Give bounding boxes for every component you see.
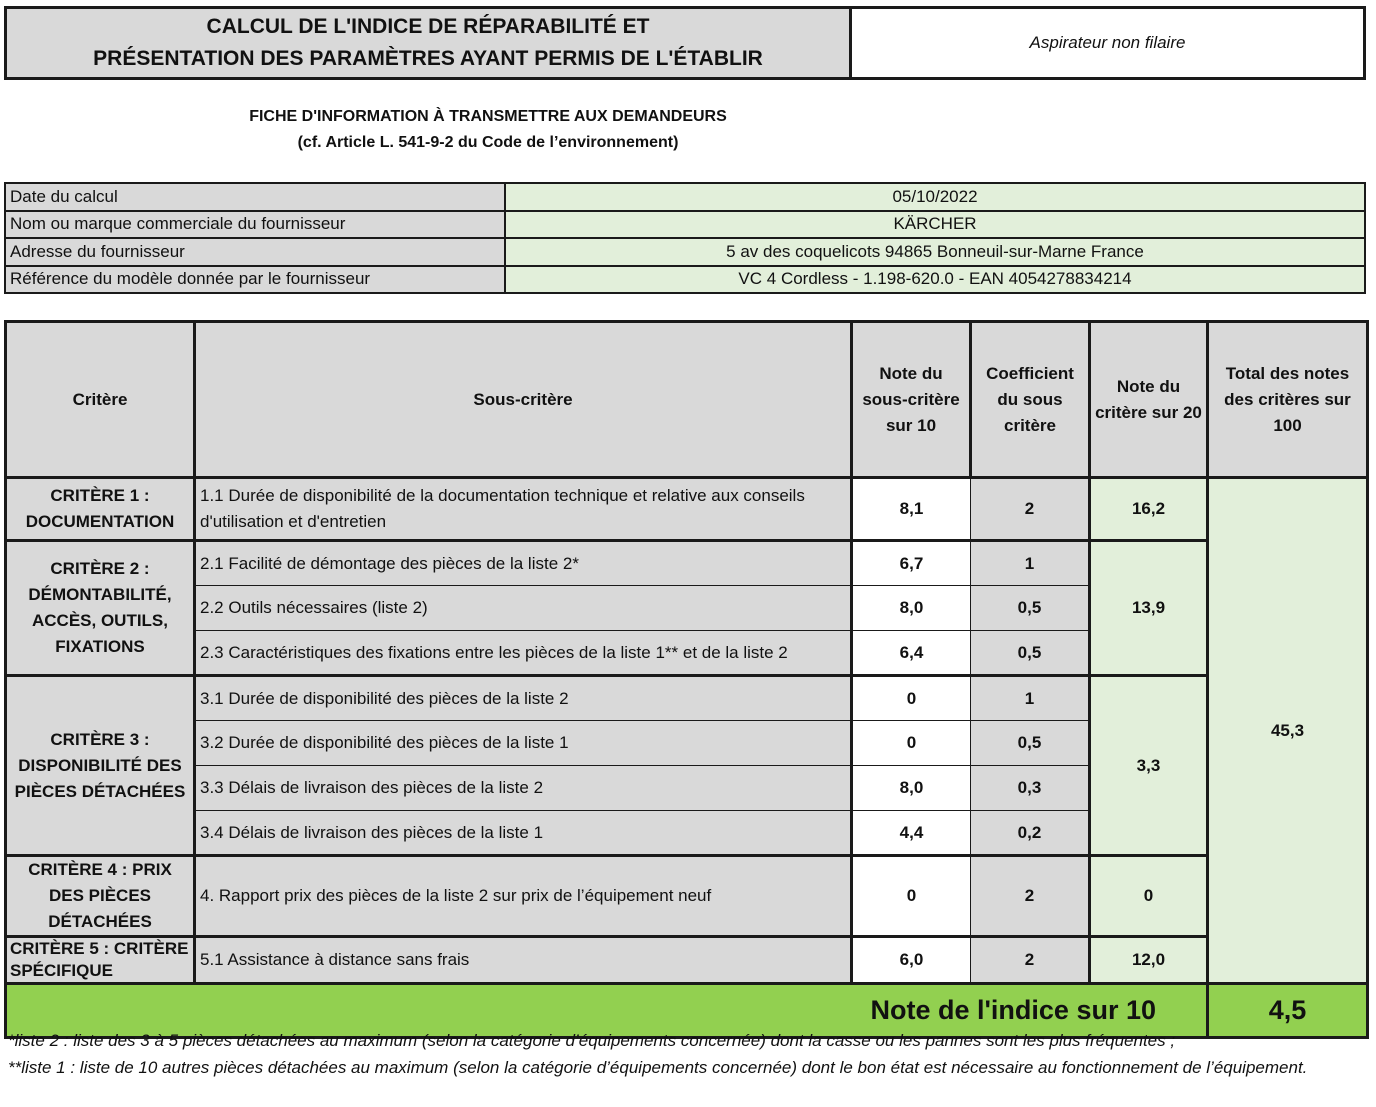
sub-criterion-coef: 2 [971, 478, 1090, 541]
footnote-liste-1: **liste 1 : liste de 10 autres pièces détachées au maximum (selon la catégorie d’équipements concernée) dont le bon état est nécessaire au fonctionnement de l’équipement. [8, 1058, 1308, 1077]
table-row [6, 541, 1368, 586]
info-row [5, 211, 1365, 239]
sub-criterion-label: 3.4 Délais de livraison des pièces de la liste 1 [195, 811, 852, 856]
info-row [5, 238, 1365, 266]
info-label: Adresse du fournisseur [5, 238, 505, 266]
sub-criterion-coef: 1 [971, 676, 1090, 721]
sub-criterion-coef: 0,2 [971, 811, 1090, 856]
sub-criterion-coef: 0,3 [971, 766, 1090, 811]
info-value: KÄRCHER [505, 211, 1365, 239]
table-row [6, 478, 1368, 541]
criterion-5-score: 12,0 [1090, 937, 1208, 984]
fiche-heading [0, 104, 976, 156]
sub-criterion-label: 3.3 Délais de livraison des pièces de la liste 2 [195, 766, 852, 811]
criterion-1-score: 16,2 [1090, 478, 1208, 541]
table-row [6, 856, 1368, 937]
sub-criterion-coef: 0,5 [971, 631, 1090, 676]
title-line-1: CALCUL DE L'INDICE DE RÉPARABILITÉ ET [206, 15, 650, 38]
info-label: Nom ou marque commerciale du fournisseur [5, 211, 505, 239]
sub-criterion-label: 3.2 Durée de disponibilité des pièces de la liste 1 [195, 721, 852, 766]
sub-criterion-label: 2.2 Outils nécessaires (liste 2) [195, 586, 852, 631]
document-title [7, 9, 852, 77]
info-value: 05/10/2022 [505, 183, 1365, 211]
criterion-4-score: 0 [1090, 856, 1208, 937]
info-value: 5 av des coquelicots 94865 Bonneuil-sur-Marne France [505, 238, 1365, 266]
table-row [6, 676, 1368, 721]
footnotes [8, 1027, 1348, 1081]
criterion-4-name: CRITÈRE 4 : PRIX DES PIÈCES DÉTACHÉES [6, 856, 195, 937]
sub-criterion-label: 4. Rapport prix des pièces de la liste 2 sur prix de l’équipement neuf [195, 856, 852, 937]
final-score-label: Note de l'indice sur 10 [6, 984, 1208, 1038]
sub-criterion-label: 2.1 Facilité de démontage des pièces de la liste 2* [195, 541, 852, 586]
sub-criterion-note: 0 [852, 856, 971, 937]
info-label: Date du calcul [5, 183, 505, 211]
sub-criterion-note: 8,0 [852, 766, 971, 811]
supplier-info-table [4, 182, 1366, 294]
header-sous-critere: Sous-critère [195, 322, 852, 478]
sub-criterion-coef: 2 [971, 937, 1090, 984]
product-type: Aspirateur non filaire [1029, 33, 1186, 52]
header-note-critere: Note du critère sur 20 [1090, 322, 1208, 478]
table-row [6, 937, 1368, 984]
sub-criterion-note: 0 [852, 721, 971, 766]
sub-criterion-note: 8,0 [852, 586, 971, 631]
title-line-2: PRÉSENTATION DES PARAMÈTRES AYANT PERMIS DE L'ÉTABLIR [93, 47, 763, 70]
criterion-3-score: 3,3 [1090, 676, 1208, 856]
fiche-line-1: FICHE D'INFORMATION À TRANSMETTRE AUX DEMANDEURS [249, 108, 727, 125]
sub-criterion-note: 0 [852, 676, 971, 721]
sub-criterion-note: 6,0 [852, 937, 971, 984]
sub-criterion-coef: 0,5 [971, 586, 1090, 631]
sub-criterion-label: 1.1 Durée de disponibilité de la documentation technique et relative aux conseils d'utilisation et d'entretien [195, 478, 852, 541]
info-row [5, 266, 1365, 294]
footnote-liste-2: *liste 2 : liste des 3 à 5 pièces détachées au maximum (selon la catégorie d’équipements concernée) dont la casse ou les pannes sont les plus fréquentes ; [8, 1031, 1176, 1050]
total-score: 45,3 [1208, 478, 1368, 984]
sub-criterion-note: 8,1 [852, 478, 971, 541]
info-row [5, 183, 1365, 211]
criterion-1-name: CRITÈRE 1 : DOCUMENTATION [6, 478, 195, 541]
criterion-5-name: CRITÈRE 5 : CRITÈRE SPÉCIFIQUE [6, 937, 195, 984]
sub-criterion-note: 4,4 [852, 811, 971, 856]
header-note-sous-critere: Note du sous-critère sur 10 [852, 322, 971, 478]
score-table [4, 320, 1369, 1039]
sub-criterion-coef: 2 [971, 856, 1090, 937]
criterion-2-name: CRITÈRE 2 : DÉMONTABILITÉ, ACCÈS, OUTILS, FIXATIONS [6, 541, 195, 676]
sub-criterion-coef: 1 [971, 541, 1090, 586]
sub-criterion-label: 2.3 Caractéristiques des fixations entre les pièces de la liste 1** et de la liste 2 [195, 631, 852, 676]
header-coefficient: Coefficient du sous critère [971, 322, 1090, 478]
final-score-value: 4,5 [1208, 984, 1368, 1038]
sub-criterion-label: 5.1 Assistance à distance sans frais [195, 937, 852, 984]
criterion-2-score: 13,9 [1090, 541, 1208, 676]
sub-criterion-label: 3.1 Durée de disponibilité des pièces de la liste 2 [195, 676, 852, 721]
criterion-3-name: CRITÈRE 3 : DISPONIBILITÉ DES PIÈCES DÉTACHÉES [6, 676, 195, 856]
info-value: VC 4 Cordless - 1.198-620.0 - EAN 4054278834214 [505, 266, 1365, 294]
fiche-line-2: (cf. Article L. 541-9-2 du Code de l’environnement) [297, 134, 679, 151]
header-total: Total des notes des critères sur 100 [1208, 322, 1368, 478]
info-label: Référence du modèle donnée par le fournisseur [5, 266, 505, 294]
sub-criterion-coef: 0,5 [971, 721, 1090, 766]
header-critere: Critère [6, 322, 195, 478]
title-box [4, 6, 1366, 80]
sub-criterion-note: 6,4 [852, 631, 971, 676]
sub-criterion-note: 6,7 [852, 541, 971, 586]
